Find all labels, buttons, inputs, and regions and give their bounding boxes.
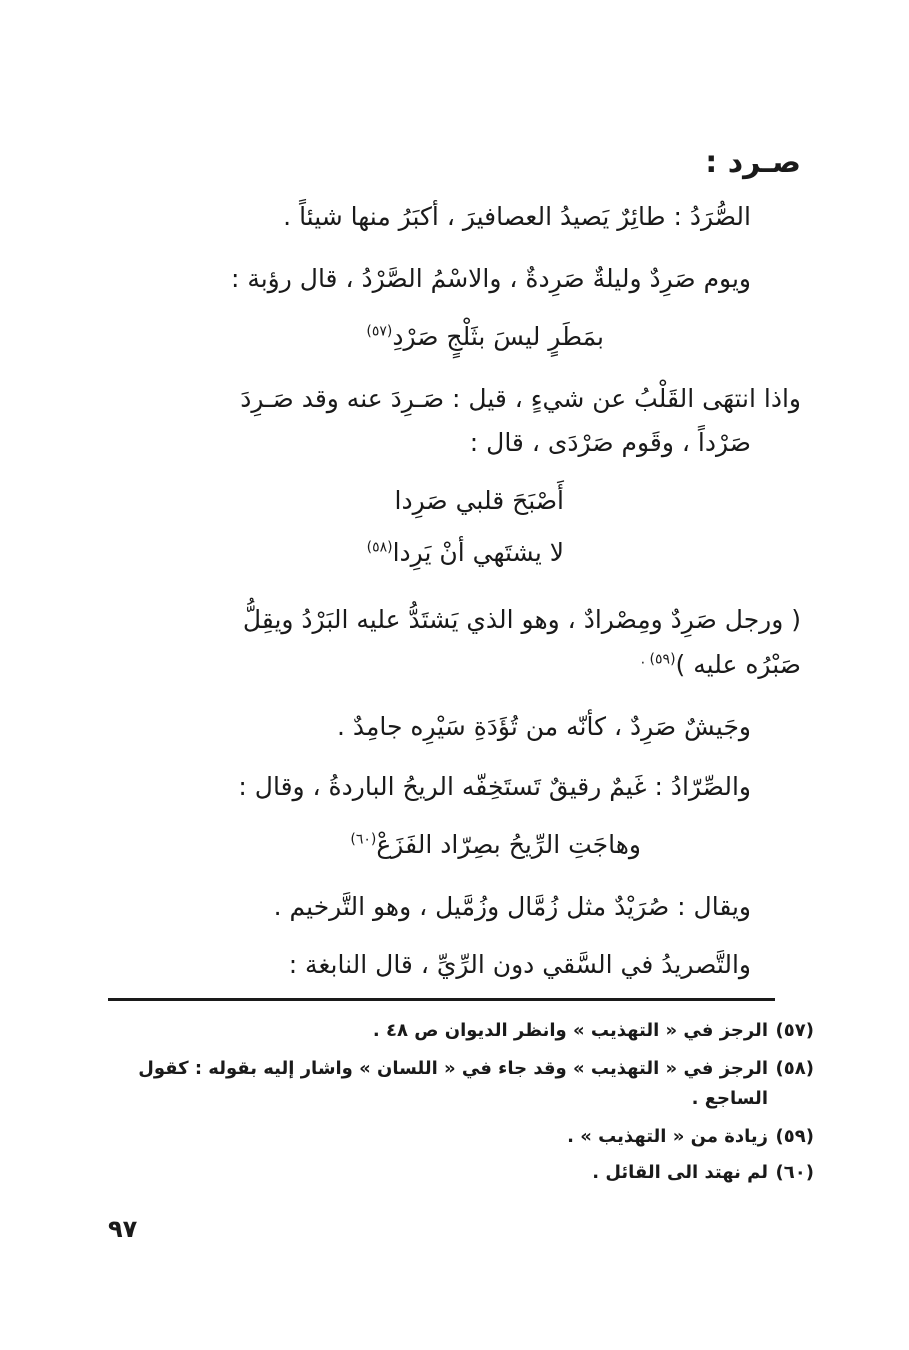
footnote-continuation: الساجع .: [691, 1088, 768, 1109]
body-line: ويقال : صُرَيْدٌ مثل زُمَّال وزُمَّيل ، وهو التَّرخيم .: [273, 892, 751, 921]
footnote-divider: [108, 998, 775, 1001]
footnote-text: زيادة من « التهذيب » .: [567, 1126, 768, 1147]
body-line: الصُّرَدُ : طائِرٌ يَصيدُ العصافيرَ ، أكبَرُ منها شيئاً .: [283, 202, 751, 231]
footnote: [592, 1162, 814, 1184]
body-line: والتَّصريدُ في السَّقي دون الرِّيِّ ، قال النابغة :: [288, 950, 751, 979]
footnote: [567, 1126, 814, 1148]
footnote-text: الرجز في « التهذيب » وانظر الديوان ص ٤٨ .: [372, 1020, 768, 1041]
footnote-marker: (٥٩) .: [640, 651, 676, 668]
verse-line: [366, 322, 604, 352]
entry-heading: صـرد :: [705, 145, 801, 180]
body-line: ويوم صَرِدٌ وليلةٌ صَرِدةٌ ، والاسْمُ الصَّرْدُ ، قال رؤبة :: [230, 264, 751, 293]
body-line: واذا انتهَى القَلْبُ عن شيءٍ ، قيل : صَـرِدَ عنه وقد صَـرِدَ: [240, 384, 801, 413]
body-line: ( ورجل صَرِدٌ ومِصْرادٌ ، وهو الذي يَشتَدُّ عليه البَرْدُ ويقِلُّ: [242, 605, 801, 634]
footnote-text: الرجز في « التهذيب » وقد جاء في « اللسان » واشار إليه بقوله : كقول: [138, 1058, 768, 1079]
footnote-number: (٥٨): [775, 1058, 814, 1079]
verse-line: [367, 538, 564, 568]
footnote-number: (٥٩): [775, 1126, 814, 1147]
footnote-text: لم نهتد الى القائل .: [592, 1162, 768, 1183]
verse-line: أَصْبَحَ قلبي صَرِدا: [394, 486, 564, 515]
body-line: وجَيشٌ صَرِدٌ ، كأنّه من تُؤَدَةِ سَيْرِه جامِدٌ .: [336, 712, 751, 741]
body-line: والصِّرّادُ : غَيمٌ رقيقٌ تَستَخِفّه الريحُ الباردةُ ، وقال :: [238, 772, 751, 801]
body-line: صَرْداً ، وقَوم صَرْدَى ، قال :: [469, 428, 751, 457]
verse-text: بمَطَرٍ ليسَ بثَلْجٍ صَرْدِ: [392, 322, 604, 351]
page-number: ٩٧: [108, 1215, 138, 1243]
verse-text: لا يشتَهي أنْ يَرِدا: [392, 538, 564, 567]
body-line: [641, 650, 801, 680]
verse-line: [350, 830, 641, 860]
verse-text: وهاجَتِ الرِّيحُ بصِرّاد الفَزَعْ: [376, 830, 641, 859]
footnote-number: (٥٧): [775, 1020, 814, 1041]
footnote-number: (٦٠): [775, 1162, 814, 1183]
footnote-marker: (٥٧): [366, 323, 393, 340]
footnote-marker: (٦٠): [350, 831, 377, 848]
body-text: صَبْرُه عليه ): [675, 650, 801, 679]
footnote: [138, 1058, 814, 1080]
footnote: [373, 1020, 814, 1042]
footnote-marker: (٥٨): [366, 539, 393, 556]
